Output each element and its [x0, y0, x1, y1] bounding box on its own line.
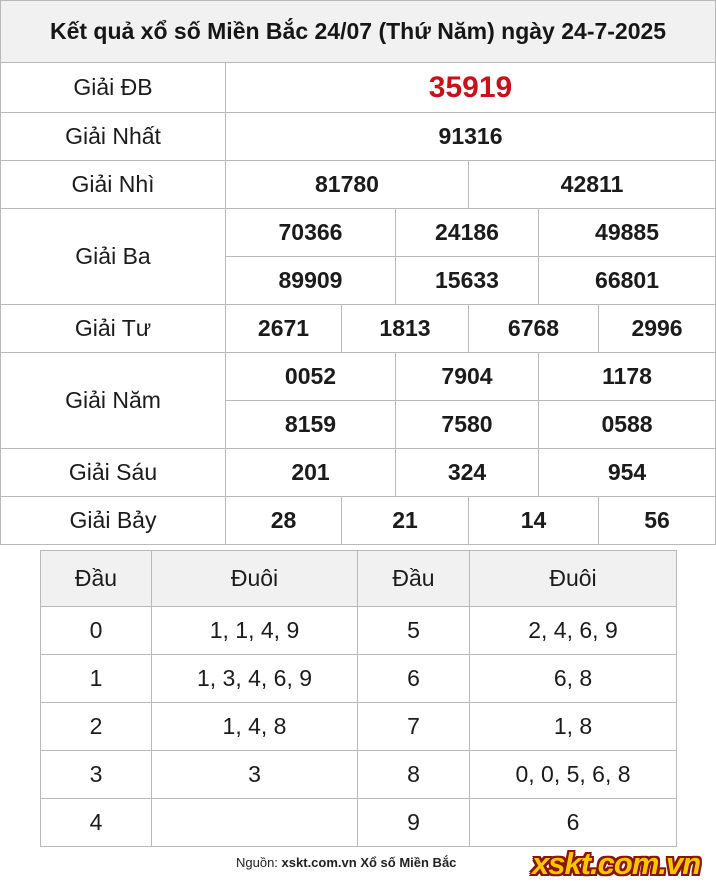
loto-header-head: Đầu — [41, 551, 152, 607]
fourth-prize-number: 1813 — [342, 305, 469, 353]
loto-head-digit: 7 — [358, 703, 470, 751]
source-name: Xổ số Miền Bắc — [360, 855, 457, 870]
loto-table — [40, 550, 677, 847]
third-prize-number: 66801 — [539, 257, 716, 305]
loto-head-digit: 5 — [358, 607, 470, 655]
fifth-prize-number: 7580 — [396, 401, 539, 449]
loto-row — [41, 607, 677, 655]
loto-row — [41, 799, 677, 847]
prize-label-third: Giải Ba — [1, 209, 226, 305]
third-prize-number: 70366 — [226, 209, 396, 257]
fifth-prize-number: 8159 — [226, 401, 396, 449]
fourth-prize-number: 2671 — [226, 305, 342, 353]
loto-tail-digits: 1, 1, 4, 9 — [152, 607, 358, 655]
loto-tail-digits: 1, 3, 4, 6, 9 — [152, 655, 358, 703]
prize-label-first: Giải Nhất — [1, 113, 226, 161]
second-prize-number: 81780 — [226, 161, 469, 209]
fifth-prize-number: 7904 — [396, 353, 539, 401]
page-title: Kết quả xổ số Miền Bắc 24/07 (Thứ Năm) ngày 24-7-2025 — [1, 1, 716, 63]
loto-head-digit: 3 — [41, 751, 152, 799]
prize-label-seventh: Giải Bảy — [1, 497, 226, 545]
prize-label-fifth: Giải Năm — [1, 353, 226, 449]
brand-logo: xskt.com.vn — [532, 846, 701, 881]
loto-tail-digits — [152, 799, 358, 847]
loto-head-digit: 4 — [41, 799, 152, 847]
loto-header-tail: Đuôi — [152, 551, 358, 607]
source-site-link[interactable]: xskt.com.vn — [281, 855, 357, 870]
loto-tail-digits: 6 — [470, 799, 677, 847]
sixth-prize-number: 954 — [539, 449, 716, 497]
loto-head-digit: 0 — [41, 607, 152, 655]
loto-tail-digits: 6, 8 — [470, 655, 677, 703]
third-prize-number: 89909 — [226, 257, 396, 305]
fifth-prize-number: 0588 — [539, 401, 716, 449]
prize-label-special: Giải ĐB — [1, 63, 226, 113]
sixth-prize-number: 324 — [396, 449, 539, 497]
source-label: Nguồn: — [236, 855, 278, 870]
loto-row — [41, 655, 677, 703]
fifth-prize-number: 0052 — [226, 353, 396, 401]
loto-head-digit: 2 — [41, 703, 152, 751]
loto-tail-digits: 3 — [152, 751, 358, 799]
third-prize-number: 15633 — [396, 257, 539, 305]
loto-head-digit: 1 — [41, 655, 152, 703]
fourth-prize-number: 2996 — [599, 305, 716, 353]
seventh-prize-number: 28 — [226, 497, 342, 545]
second-prize-number: 42811 — [469, 161, 716, 209]
loto-tail-digits: 1, 8 — [470, 703, 677, 751]
loto-head-digit: 8 — [358, 751, 470, 799]
sixth-prize-number: 201 — [226, 449, 396, 497]
prize-label-second: Giải Nhì — [1, 161, 226, 209]
loto-head-digit: 6 — [358, 655, 470, 703]
seventh-prize-number: 21 — [342, 497, 469, 545]
source-credit — [236, 855, 456, 870]
loto-tail-digits: 0, 0, 5, 6, 8 — [470, 751, 677, 799]
loto-row — [41, 751, 677, 799]
loto-header-tail: Đuôi — [470, 551, 677, 607]
third-prize-number: 24186 — [396, 209, 539, 257]
fifth-prize-number: 1178 — [539, 353, 716, 401]
special-prize-number: 35919 — [226, 63, 716, 113]
third-prize-number: 49885 — [539, 209, 716, 257]
loto-header-head: Đầu — [358, 551, 470, 607]
footer — [0, 846, 716, 881]
prize-label-sixth: Giải Sáu — [1, 449, 226, 497]
loto-tail-digits: 2, 4, 6, 9 — [470, 607, 677, 655]
fourth-prize-number: 6768 — [469, 305, 599, 353]
prize-label-fourth: Giải Tư — [1, 305, 226, 353]
first-prize-number: 91316 — [226, 113, 716, 161]
loto-row — [41, 703, 677, 751]
seventh-prize-number: 56 — [599, 497, 716, 545]
seventh-prize-number: 14 — [469, 497, 599, 545]
loto-head-digit: 9 — [358, 799, 470, 847]
loto-tail-digits: 1, 4, 8 — [152, 703, 358, 751]
